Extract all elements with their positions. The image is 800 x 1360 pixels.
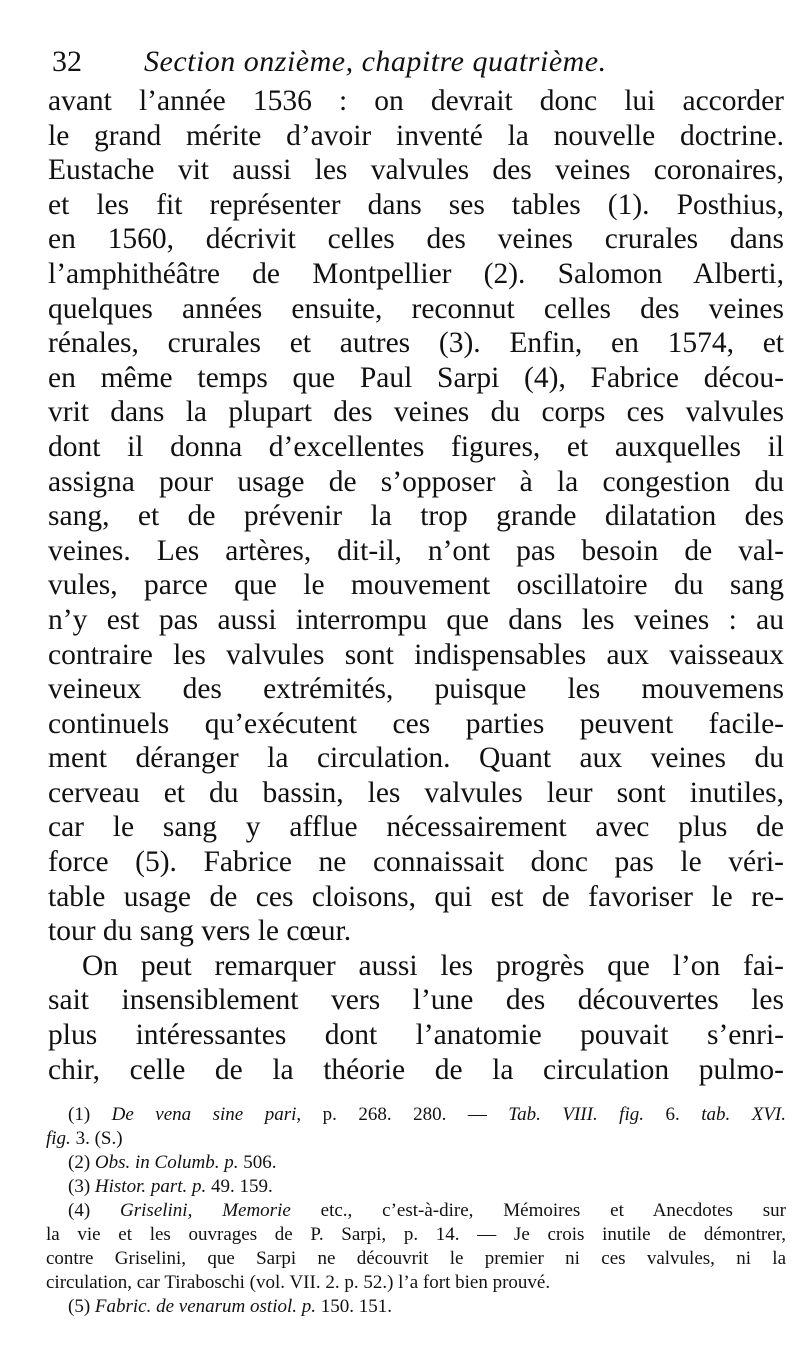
footnote-source: De vena sine pari	[111, 1104, 297, 1125]
footnote-text: 506.	[238, 1152, 277, 1173]
footnote-4-line-2: la vie et les ouvrages de P. Sarpi, p. 14. — Je crois inutile de démontrer,	[46, 1224, 786, 1245]
footnote-3	[46, 1175, 786, 1199]
footnote-source: Obs. in Columb. p.	[94, 1152, 239, 1173]
text-line: et les fit représenter dans ses tables (1). Posthius,	[48, 188, 784, 221]
footnotes	[46, 1103, 786, 1319]
text-line: cerveau et du bassin, les valvules leur sont inutiles,	[48, 776, 784, 809]
text-line: en même temps que Paul Sarpi (4), Fabrice décou-	[48, 361, 784, 394]
text-line: dont il donna d’excellentes figures, et auxquelles il	[48, 430, 784, 463]
footnote-mark: (5)	[68, 1296, 91, 1317]
text-line: quelques années ensuite, reconnut celles des veines	[48, 292, 784, 325]
text-line: rénales, crurales et autres (3). Enfin, en 1574, et	[48, 327, 784, 360]
footnote-mark: (1)	[68, 1104, 91, 1125]
text-line: continuels qu’exécutent ces parties peuvent facile-	[48, 707, 784, 740]
footnote-mark: (3)	[68, 1176, 91, 1197]
footnote-2	[46, 1151, 786, 1175]
text-line: force (5). Fabrice ne connaissait donc pas le véri-	[48, 846, 784, 879]
running-head	[52, 42, 752, 82]
text-line: sang, et de prévenir la trop grande dilatation des	[48, 500, 784, 533]
paragraph-start-line: On peut remarquer aussi les progrès que l’on fai-	[82, 949, 784, 982]
footnote-source: Tab. VIII. fig.	[508, 1104, 644, 1125]
text-line: vrit dans la plupart des veines du corps ces valvules	[48, 396, 784, 429]
footnote-5	[46, 1295, 786, 1319]
text-line: l’amphithéâtre de Montpellier (2). Salomon Alberti,	[48, 257, 784, 290]
footnote-text: etc., c’est-à-dire, Mémoires et Anecdotes sur	[290, 1200, 786, 1221]
text-line: n’y est pas aussi interrompu que dans les veines : au	[48, 603, 784, 636]
footnote-source: fig.	[46, 1128, 71, 1149]
footnote-source: tab. XVI.	[701, 1104, 787, 1125]
footnote-text: , p. 268. 280. —	[296, 1104, 509, 1125]
footnote-4-line-4: circulation, car Tiraboschi (vol. VII. 2. p. 52.) l’a fort bien prouvé.	[46, 1272, 551, 1293]
text-line: en 1560, décrivit celles des veines crurales dans	[48, 223, 784, 256]
footnote-text: 150. 151.	[316, 1296, 393, 1317]
footnote-mark: (2)	[68, 1152, 91, 1173]
text-line: table usage de ces cloisons, qui est de favoriser le re-	[48, 880, 784, 913]
footnote-1-continued	[46, 1127, 786, 1151]
text-line: chir, celle de la théorie de la circulation pulmo-	[48, 1053, 784, 1086]
running-title: Section onzième, chapitre quatrième.	[144, 45, 607, 78]
text-line: plus intéressantes dont l’anatomie pouvait s’enri-	[48, 1019, 784, 1052]
footnote-mark: (4)	[68, 1200, 91, 1221]
footnote-source: Histor. part. p.	[94, 1176, 207, 1197]
footnote-4	[46, 1199, 786, 1223]
footnote-text: 6.	[643, 1104, 702, 1125]
text-line: veines. Les artères, dit-il, n’ont pas besoin de val-	[48, 534, 784, 567]
text-line: assigna pour usage de s’opposer à la congestion du	[48, 465, 784, 498]
text-line: ment déranger la circulation. Quant aux veines du	[48, 742, 784, 775]
text-line: le grand mérite d’avoir inventé la nouvelle doctrine.	[48, 119, 784, 152]
text-line: Eustache vit aussi les valvules des veines coronaires,	[48, 154, 784, 187]
text-line: contraire les valvules sont indispensables aux vaisseaux	[48, 638, 784, 671]
page-number: 32	[52, 45, 82, 78]
footnote-text: 3. (S.)	[70, 1128, 123, 1149]
text-line: avant l’année 1536 : on devrait donc lui accorder	[48, 85, 784, 117]
footnote-source: Fabric. de venarum ostiol. p.	[94, 1296, 317, 1317]
footnote-source: Griselini, Memorie	[120, 1200, 291, 1221]
text-line: veineux des extrémités, puisque les mouvemens	[48, 673, 784, 706]
footnote-1	[46, 1103, 786, 1127]
footnote-4-line-3: contre Griselini, que Sarpi ne découvrit le premier ni ces valvules, ni la	[46, 1248, 786, 1269]
paragraph-end-line: tour du sang vers le cœur.	[48, 915, 352, 948]
footnote-text: 49. 159.	[206, 1176, 273, 1197]
text-line: sait insensiblement vers l’une des découvertes les	[48, 984, 784, 1017]
body-text	[48, 84, 784, 1087]
text-line: car le sang y afflue nécessairement avec plus de	[48, 811, 784, 844]
text-line: vules, parce que le mouvement oscillatoire du sang	[48, 569, 784, 602]
